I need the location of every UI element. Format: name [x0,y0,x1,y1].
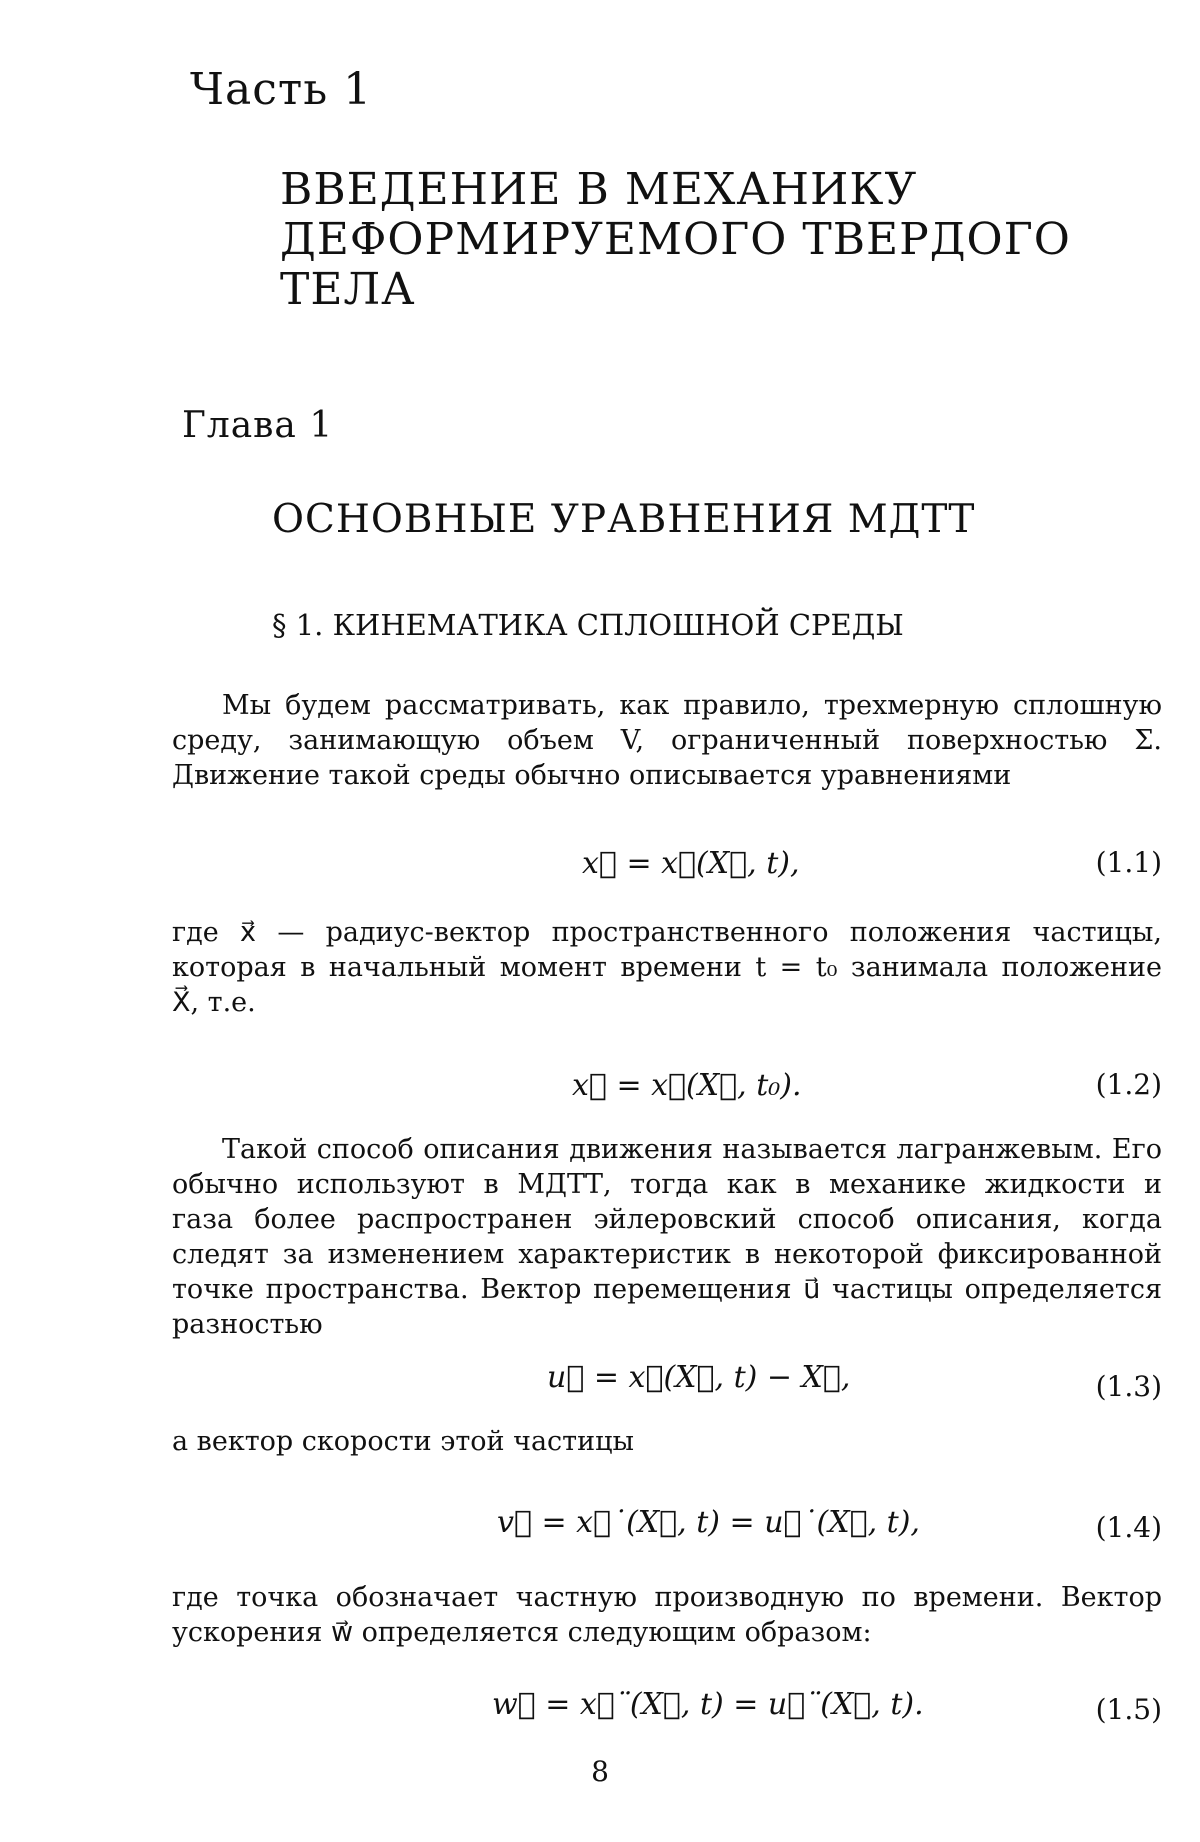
equation-number: (1.3) [1095,1370,1162,1403]
equation-formula: u⃗ = x⃗(X⃗, t) − X⃗, [547,1360,851,1395]
paragraph-5 [172,1580,1162,1650]
part-title-line: ТЕЛА [280,264,416,315]
equation-1-4 [172,1505,1162,1549]
part-title [280,165,1071,315]
paragraph-3 [172,1132,1162,1342]
equation-formula: v⃗ = x⃗˙(X⃗, t) = u⃗˙(X⃗, t), [497,1505,920,1540]
text-line: следят за изменением характеристик в некоторой фиксированной [172,1239,1162,1270]
text-line: где точка обозначает частную производную по времени. Вектор [172,1582,1162,1613]
equation-number: (1.4) [1095,1511,1162,1544]
equation-1-2 [172,1068,1162,1112]
text-line: которая в начальный момент времени t = t₀ занимала положение [172,952,1162,983]
equation-number: (1.5) [1095,1693,1162,1726]
text-line: где x⃗ — радиус-вектор пространственного положения частицы, [172,917,1162,948]
text-line: Такой способ описания движения называется лагранжевым. Его [222,1134,1162,1165]
equation-1-5 [172,1687,1162,1731]
page-number: 8 [591,1755,609,1788]
text-line: точке пространства. Вектор перемещения u⃗ частицы определяется [172,1274,1162,1305]
paragraph-2 [172,915,1162,1020]
equation-1-1 [172,846,1162,890]
equation-formula: x⃗ = x⃗(X⃗, t₀). [572,1068,802,1103]
chapter-label: Глава 1 [182,405,334,446]
text-line: газа более распространен эйлеровский способ описания, когда [172,1204,1162,1235]
text-line: среду, занимающую объем V, ограниченный поверхностью Σ. [172,725,1162,756]
equation-1-3 [172,1360,1162,1404]
part-title-line: ВВЕДЕНИЕ В МЕХАНИКУ [280,164,918,215]
part-label: Часть 1 [190,64,373,115]
equation-formula: x⃗ = x⃗(X⃗, t), [582,846,800,881]
text-line: Мы будем рассматривать, как правило, трехмерную сплошную [222,690,1162,721]
text-line: Движение такой среды обычно описывается уравнениями [172,760,1012,791]
paragraph-1 [172,688,1162,793]
text-line: разностью [172,1309,323,1340]
section-title: § 1. КИНЕМАТИКА СПЛОШНОЙ СРЕДЫ [272,608,904,642]
paragraph-4 [172,1424,1162,1459]
text-line: X⃗, т.е. [172,987,256,1018]
text-line: обычно используют в МДТТ, тогда как в механике жидкости и [172,1169,1162,1200]
equation-formula: w⃗ = x⃗¨(X⃗, t) = u⃗¨(X⃗, t). [492,1687,924,1722]
equation-number: (1.1) [1095,846,1162,879]
text-line: ускорения w⃗ определяется следующим образом: [172,1617,872,1648]
text-line: а вектор скорости этой частицы [172,1426,634,1457]
part-title-line: ДЕФОРМИРУЕМОГО ТВЕРДОГО [280,214,1071,265]
equation-number: (1.2) [1095,1068,1162,1101]
chapter-title: ОСНОВНЫЕ УРАВНЕНИЯ МДТТ [272,497,976,542]
